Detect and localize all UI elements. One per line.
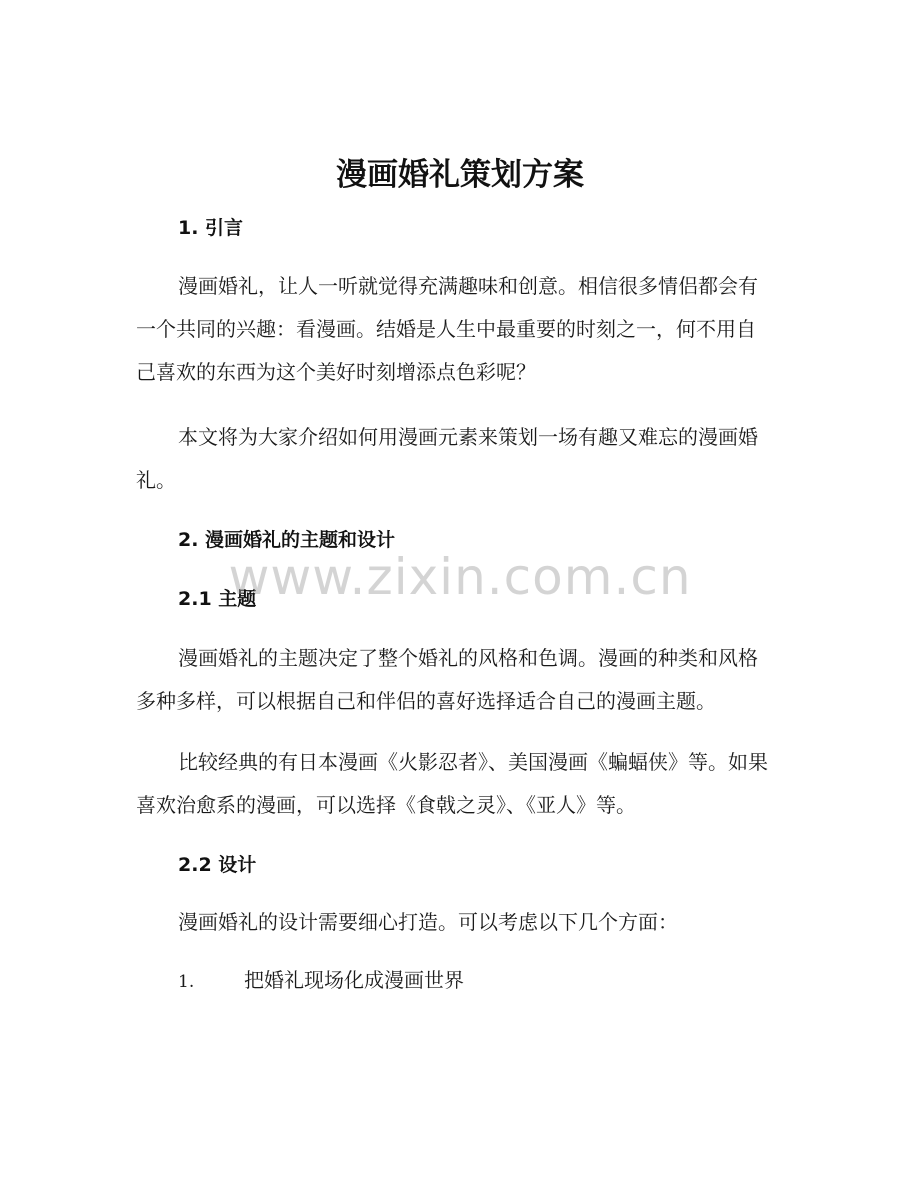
list-item [178,964,464,998]
paragraph: 漫画婚礼，让人一听就觉得充满趣味和创意。相信很多情侣都会有一个共同的兴趣：看漫画。结婚是人生中最重要的时刻之一，何不用自己喜欢的东西为这个美好时刻增添点色彩呢？ [136,274,758,384]
watermark: www.zixin.com.cn [228,548,692,606]
section-heading-theme-design: 2. 漫画婚礼的主题和设计 [178,529,396,551]
section-heading-intro: 1. 引言 [178,217,244,239]
section-heading-design: 2.2 设计 [178,854,257,876]
section-heading-theme: 2.1 主题 [178,588,257,610]
paragraph: 漫画婚礼的主题决定了整个婚礼的风格和色调。漫画的种类和风格多种多样，可以根据自己和伴侣的喜好选择适合自己的漫画主题。 [136,646,758,713]
paragraph: 本文将为大家介绍如何用漫画元素来策划一场有趣又难忘的漫画婚礼。 [136,425,758,492]
paragraph: 比较经典的有日本漫画《火影忍者》、美国漫画《蝙蝠侠》等。如果喜欢治愈系的漫画，可以选择《食戟之灵》、《亚人》等。 [136,750,768,817]
list-item-number: 1. [178,972,195,992]
paragraph: 漫画婚礼的设计需要细心打造。可以考虑以下几个方面： [178,910,678,934]
document-title: 漫画婚礼策划方案 [336,157,584,193]
list-item-text: 把婚礼现场化成漫画世界 [244,968,464,992]
